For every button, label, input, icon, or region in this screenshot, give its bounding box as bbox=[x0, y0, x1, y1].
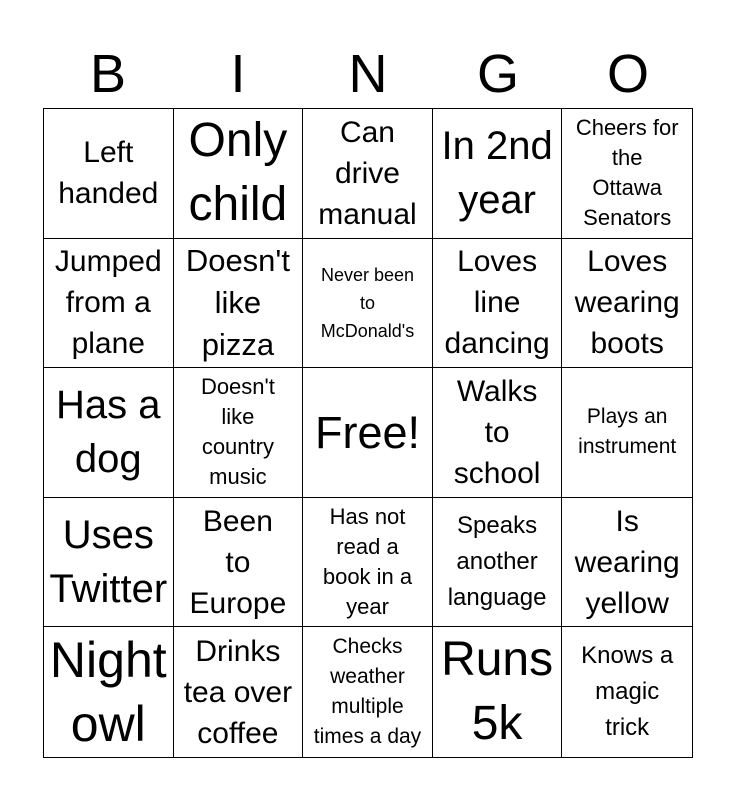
cell-text-line: In 2nd bbox=[441, 124, 553, 169]
cell-text-line: owl bbox=[70, 696, 146, 753]
cell-text-line: Twitter bbox=[49, 567, 168, 612]
bingo-cell-r1c5[interactable] bbox=[562, 109, 692, 239]
bingo-cell-r3c5[interactable] bbox=[562, 368, 692, 498]
cell-text-line: magic bbox=[595, 678, 660, 706]
cell-text-line: Doesn't bbox=[200, 374, 275, 400]
cell-text-line: from a bbox=[65, 286, 151, 320]
cell-text-line: Loves bbox=[587, 245, 668, 279]
cell-text-line: Loves bbox=[457, 245, 538, 279]
bingo-cell-r4c4[interactable] bbox=[433, 498, 563, 628]
cell-text-line: multiple bbox=[331, 695, 404, 719]
cell-text-line: Drinks bbox=[195, 634, 281, 668]
cell-text-line: Never been bbox=[320, 264, 415, 285]
cell-text-line: Doesn't bbox=[185, 242, 290, 278]
bingo-cell-r4c2[interactable] bbox=[174, 498, 304, 628]
cell-text-line: Walks bbox=[456, 374, 538, 408]
header-letter-b: B bbox=[89, 44, 127, 104]
cell-text-line: McDonald's bbox=[320, 320, 415, 341]
cell-text-line: Knows a bbox=[581, 642, 674, 670]
bingo-cell-r2c3[interactable] bbox=[303, 239, 433, 369]
cell-text-line: drive bbox=[334, 156, 400, 190]
cell-text-line: like bbox=[214, 284, 262, 320]
cell-text-line: Night bbox=[49, 632, 167, 689]
cell-text-line: yellow bbox=[585, 586, 669, 620]
cell-text-line: coffee bbox=[197, 716, 279, 750]
header-letter-i: I bbox=[230, 44, 246, 104]
cell-text-line: handed bbox=[58, 177, 159, 211]
cell-text-line: Speaks bbox=[457, 512, 538, 540]
bingo-cell-r1c1[interactable] bbox=[44, 109, 174, 239]
cell-text-line: trick bbox=[605, 714, 650, 742]
bingo-cell-r5c3[interactable] bbox=[303, 627, 433, 757]
cell-text-line: country bbox=[201, 434, 274, 460]
cell-text-line: plane bbox=[71, 327, 145, 361]
cell-text-line: dog bbox=[74, 437, 142, 482]
cell-text-line: times a day bbox=[313, 725, 422, 749]
cell-text-line: another bbox=[456, 548, 538, 576]
bingo-cell-r5c4[interactable] bbox=[433, 627, 563, 757]
cell-text-line: Left bbox=[83, 136, 134, 170]
cell-text-line: year bbox=[458, 178, 536, 223]
header-letter-o: O bbox=[606, 44, 649, 104]
cell-text-line: Senators bbox=[583, 205, 672, 231]
cell-text-line: book in a bbox=[322, 564, 413, 590]
cell-text-line: to bbox=[359, 292, 375, 313]
cell-text-line: Only bbox=[188, 114, 288, 168]
cell-text-line: boots bbox=[590, 327, 664, 361]
cell-text-line: weather bbox=[330, 665, 405, 689]
cell-text-line: read a bbox=[336, 534, 399, 560]
cell-text-line: tea over bbox=[183, 675, 293, 709]
bingo-cell-r3c4[interactable] bbox=[433, 368, 563, 498]
cell-text-line: Can bbox=[339, 115, 395, 149]
cell-text-line: line bbox=[473, 286, 521, 320]
bingo-cell-r2c5[interactable] bbox=[562, 239, 692, 369]
bingo-board bbox=[43, 108, 693, 758]
bingo-cell-r4c5[interactable] bbox=[562, 498, 692, 628]
cell-text-line: Has not bbox=[329, 504, 406, 530]
bingo-cell-r5c2[interactable] bbox=[174, 627, 304, 757]
cell-text-line: instrument bbox=[578, 435, 677, 459]
cell-text-line: Been bbox=[202, 504, 273, 538]
bingo-cell-r3c1[interactable] bbox=[44, 368, 174, 498]
cell-text-line: Uses bbox=[62, 513, 154, 558]
cell-text-line: pizza bbox=[201, 326, 275, 362]
bingo-cell-r1c3[interactable] bbox=[303, 109, 433, 239]
cell-text-line: language bbox=[447, 584, 547, 612]
bingo-cell-r4c1[interactable] bbox=[44, 498, 174, 628]
cell-text-line: wearing bbox=[574, 286, 680, 320]
cell-text-line: wearing bbox=[574, 545, 680, 579]
cell-text-line: year bbox=[346, 594, 389, 620]
bingo-cell-r1c2[interactable] bbox=[174, 109, 304, 239]
bingo-cell-free[interactable] bbox=[303, 368, 433, 498]
cell-text-line: Plays an bbox=[586, 405, 668, 429]
bingo-cell-r5c5[interactable] bbox=[562, 627, 692, 757]
cell-text-line: Is bbox=[615, 504, 639, 538]
bingo-cell-r1c4[interactable] bbox=[433, 109, 563, 239]
header-letter-g: G bbox=[476, 44, 519, 104]
cell-text-line: child bbox=[188, 178, 288, 232]
cell-text-line: to bbox=[484, 415, 510, 449]
free-space-label: Free! bbox=[314, 406, 420, 458]
cell-text-line: Ottawa bbox=[592, 175, 663, 201]
cell-text-line: music bbox=[209, 464, 267, 490]
cell-text-line: like bbox=[221, 404, 255, 430]
cell-text-line: Runs bbox=[441, 633, 554, 687]
bingo-cell-r5c1[interactable] bbox=[44, 627, 174, 757]
cell-text-line: Checks bbox=[332, 635, 403, 659]
cell-text-line: Has a bbox=[56, 383, 161, 428]
cell-text-line: manual bbox=[318, 197, 417, 231]
cell-text-line: 5k bbox=[471, 697, 523, 751]
cell-text-line: to bbox=[225, 545, 251, 579]
bingo-header bbox=[43, 40, 693, 108]
bingo-cell-r4c3[interactable] bbox=[303, 498, 433, 628]
bingo-cell-r3c2[interactable] bbox=[174, 368, 304, 498]
bingo-cell-r2c4[interactable] bbox=[433, 239, 563, 369]
cell-text-line: school bbox=[453, 456, 541, 490]
cell-text-line: the bbox=[611, 145, 643, 171]
cell-text-line: Europe bbox=[189, 586, 287, 620]
cell-text-line: dancing bbox=[444, 327, 550, 361]
bingo-cell-r2c1[interactable] bbox=[44, 239, 174, 369]
cell-text-line: Cheers for bbox=[575, 115, 679, 141]
bingo-cell-r2c2[interactable] bbox=[174, 239, 304, 369]
cell-text-line: Jumped bbox=[54, 245, 162, 279]
header-letter-n: N bbox=[348, 44, 388, 104]
